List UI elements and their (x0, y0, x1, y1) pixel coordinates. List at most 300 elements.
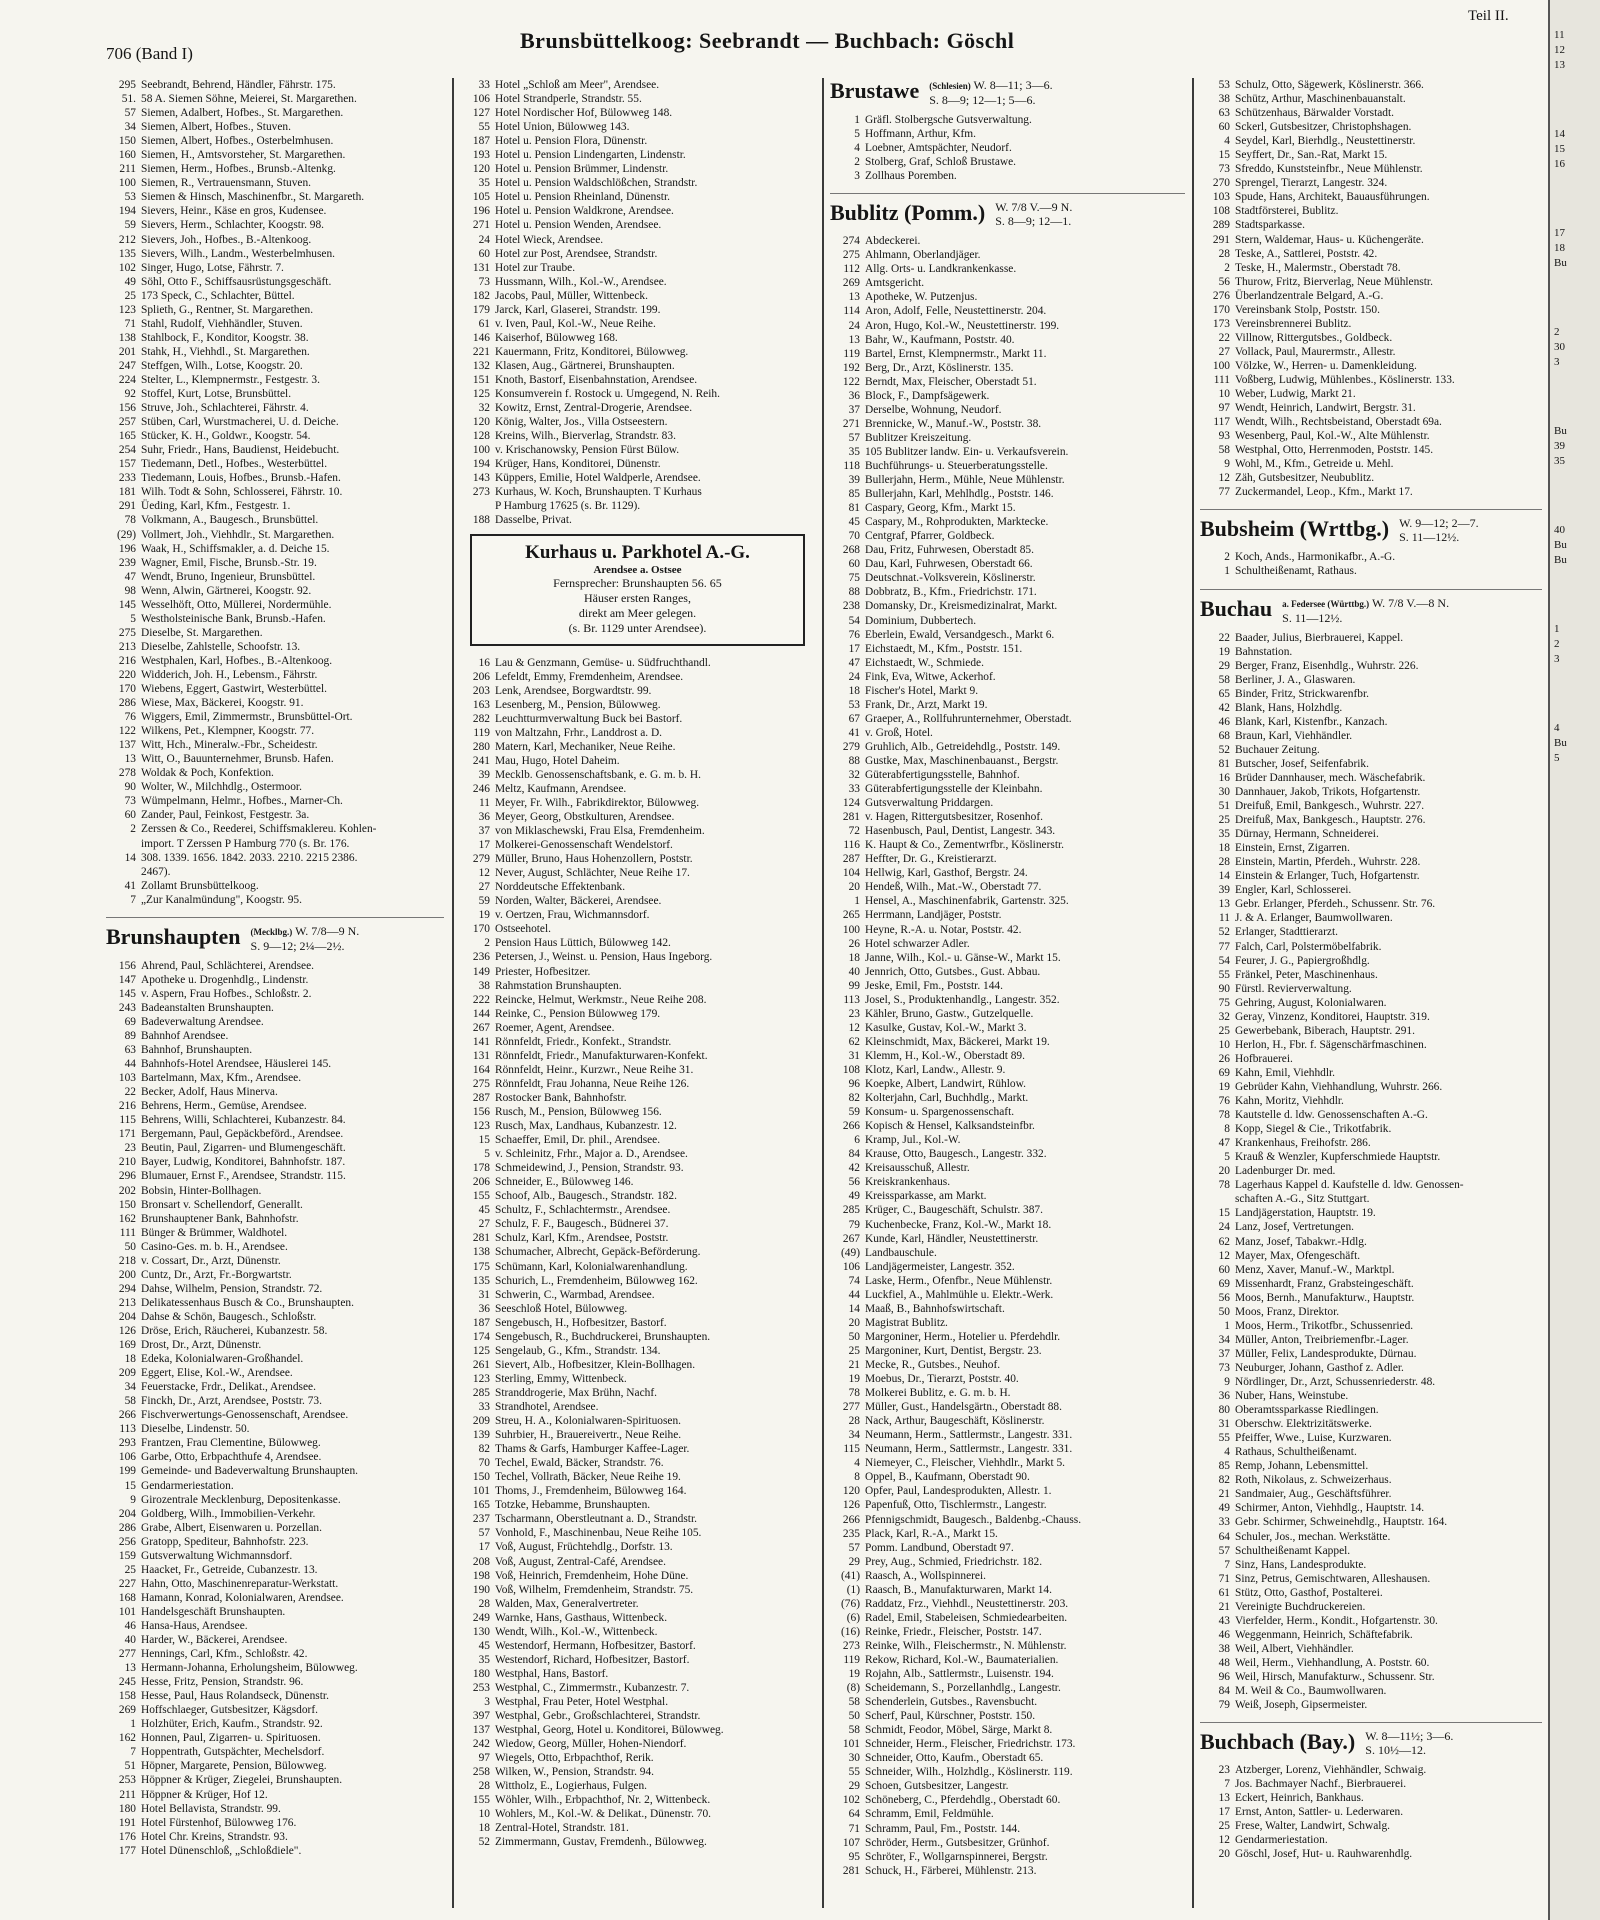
entry-text: Scheidemann, S., Porzellanhdlg., Langestr. (865, 1682, 1061, 1695)
directory-entry (460, 148, 815, 162)
directory-entry (106, 1043, 444, 1057)
directory-entry (106, 218, 444, 232)
directory-entry (460, 1119, 815, 1133)
entry-text: Hotel Bellavista, Strandstr. 99. (141, 1802, 281, 1815)
phone-number: 105 (472, 191, 490, 204)
phone-number: 93 (1218, 430, 1230, 443)
entry-text: Krüger, Hans, Konditorei, Dünenstr. (495, 458, 661, 471)
entry-text: Gräfl. Stolbergsche Gutsverwaltung. (865, 114, 1032, 126)
directory-entry (830, 1751, 1185, 1765)
entry-text: Witt, O., Bauunternehmer, Brunsb. Hafen. (141, 753, 334, 766)
phone-number: 73 (1218, 163, 1230, 176)
entry-text: Koch, Ands., Harmonikafbr., A.-G. (1235, 551, 1396, 564)
phone-number: 50 (848, 1330, 860, 1343)
entry-text: Rojahn, Alb., Sattlermstr., Luisenstr. 194. (865, 1668, 1054, 1681)
phone-number: 8 (1224, 1123, 1230, 1136)
entry-text: Badeverwaltung Arendsee. (141, 1015, 264, 1028)
directory-entry (460, 190, 815, 204)
directory-entry (106, 528, 444, 542)
directory-entry (106, 1577, 444, 1591)
phone-number: 204 (118, 1310, 136, 1323)
entry-text: Hotel Fürstenhof, Bülowweg 176. (141, 1816, 297, 1829)
directory-entry (830, 1372, 1185, 1386)
entry-text: Kreisausschuß, Allestr. (865, 1162, 970, 1175)
phone-number: 29 (848, 1780, 860, 1793)
entry-text: Aron, Hugo, Kol.-W., Neustettinerstr. 199. (865, 319, 1060, 332)
phone-number: 176 (118, 1830, 136, 1843)
directory-entry (1200, 813, 1542, 827)
directory-entry (830, 1119, 1185, 1133)
entry-text: Überlandzentrale Belgard, A.-G. (1235, 289, 1384, 302)
phone-number: 42 (1218, 701, 1230, 714)
phone-number: 85 (848, 488, 860, 501)
entry-text: Seyffert, Dr., San.-Rat, Markt 15. (1235, 149, 1388, 162)
directory-entry (106, 1689, 444, 1703)
directory-entry (1200, 1805, 1542, 1819)
phone-number: 10 (1218, 388, 1230, 401)
phone-number: 190 (472, 1583, 490, 1596)
entry-text: Krüger, C., Baugeschäft, Schulstr. 387. (865, 1204, 1043, 1217)
phone-number: 55 (1218, 968, 1230, 981)
directory-entry (106, 570, 444, 584)
phone-number: 63 (124, 1044, 136, 1057)
phone-number: 256 (118, 1535, 136, 1548)
entry-text: Volkmann, A., Baugesch., Brunsbüttel. (141, 514, 319, 527)
entry-text: Höppner & Krüger, Ziegelei, Brunshaupten. (141, 1774, 343, 1787)
entry-text: Stahl, Rudolf, Viehhändler, Stuven. (141, 317, 303, 330)
part-label: Teil II. (1468, 8, 1509, 24)
directory-entry (106, 261, 444, 275)
directory-entry (460, 275, 815, 289)
phone-number: 116 (843, 839, 860, 852)
directory-entry (106, 134, 444, 148)
directory-entry (106, 1001, 444, 1015)
phone-number: 73 (478, 275, 490, 288)
entry-text: Remp, Johann, Lebensmittel. (1235, 1460, 1369, 1473)
directory-entry (460, 1400, 815, 1414)
directory-entry (830, 1442, 1185, 1456)
edge-fragment: 35 (1554, 455, 1565, 467)
directory-entry (106, 738, 444, 752)
entry-text: Konsum- u. Spargenossenschaft. (865, 1106, 1015, 1119)
entry-text: Spude, Hans, Architekt, Bauausführungen. (1235, 191, 1430, 204)
entry-text: Gutsverwaltung Priddargen. (865, 797, 994, 810)
phone-number: 137 (118, 739, 136, 752)
phone-number: 24 (848, 670, 860, 683)
directory-entry (1200, 855, 1542, 869)
entry-text: Herlon, H., Fbr. f. Sägenschärfmaschinen. (1235, 1038, 1427, 1051)
directory-entry (460, 740, 815, 754)
entry-text: Moos, Franz, Direktor. (1235, 1305, 1340, 1318)
directory-entry (106, 303, 444, 317)
phone-number: 27 (478, 881, 490, 894)
entry-text: Gebrüder Kahn, Viehhandlung, Wuhrstr. 266. (1235, 1081, 1443, 1093)
directory-entry (106, 499, 444, 513)
phone-number: 275 (842, 249, 860, 262)
directory-entry (1200, 331, 1542, 345)
directory-entry (106, 1155, 444, 1169)
entry-text: Teske, A., Sattlerei, Poststr. 42. (1235, 247, 1378, 260)
phone-number: 15 (1218, 149, 1230, 162)
directory-entry (1200, 1375, 1542, 1389)
entry-text: Vereinsbank Stolp, Poststr. 150. (1235, 303, 1380, 316)
phone-number: 9 (1224, 458, 1230, 471)
directory-entry (106, 457, 444, 471)
entry-text: Weil, Herm., Viehhandlung, A. Poststr. 60. (1235, 1656, 1430, 1669)
phone-number: 71 (1218, 1572, 1230, 1585)
directory-entry (830, 169, 1185, 183)
entry-text: Mayer, Max, Ofengeschäft. (1235, 1249, 1361, 1262)
entry-text: Manz, Josef, Tabakwr.-Hdlg. (1235, 1235, 1367, 1248)
directory-entry (460, 1512, 815, 1526)
directory-entry (460, 1498, 815, 1512)
entry-text: Hotel zur Post, Arendsee, Strandstr. (495, 247, 658, 260)
directory-entry (830, 965, 1185, 979)
directory-entry (106, 1605, 444, 1619)
directory-entry (106, 865, 444, 879)
phone-number: 273 (842, 1639, 860, 1652)
entry-text: Rahmstation Brunshaupten. (495, 979, 622, 992)
entry-text: 58 A. Siemen Söhne, Meierei, St. Margarethen. (141, 93, 357, 106)
entry-text: Waak, H., Schiffsmakler, a. d. Deiche 15. (141, 542, 330, 555)
phone-number: 95 (848, 1850, 860, 1863)
directory-entry (460, 1021, 815, 1035)
phone-number: (1) (846, 1583, 860, 1596)
directory-entry (1200, 673, 1542, 687)
directory-entry (460, 1540, 815, 1554)
phone-number: 69 (1218, 1066, 1230, 1079)
phone-number: 76 (1218, 1095, 1230, 1108)
phone-number: 220 (118, 668, 136, 681)
phone-number: 135 (472, 1274, 490, 1287)
phone-number: (6) (846, 1611, 860, 1624)
directory-entry (460, 670, 815, 684)
section-heading-buchbach (1200, 1722, 1542, 1757)
directory-entry (460, 880, 815, 894)
entry-text: Luckfiel, A., Mahlmühle u. Elektr.-Werk. (865, 1288, 1054, 1301)
directory-entry (460, 824, 815, 838)
directory-entry (106, 1310, 444, 1324)
directory-entry (1200, 190, 1542, 204)
phone-number: 180 (472, 1667, 490, 1680)
entry-text: Mecklb. Genossenschaftsbank, e. G. m. b. H. (495, 768, 701, 781)
phone-number: 257 (118, 416, 136, 429)
entry-text: Siemen & Hinsch, Maschinenfbr., St. Margareth. (141, 191, 365, 204)
directory-entry (460, 1709, 815, 1723)
entry-text: Konsumverein f. Rostock u. Umgegend, N. Reih. (495, 388, 720, 401)
directory-entry (830, 1498, 1185, 1512)
office-hours: W. 8—11½; 3—6. S. 10½—12. (1365, 1729, 1454, 1758)
entry-text: Bullerjahn, Herm., Mühle, Neue Mühlenstr. (865, 474, 1065, 487)
phone-number: 4 (1224, 1446, 1230, 1459)
section-heading-bubsheim (1200, 509, 1542, 544)
phone-number: 88 (848, 754, 860, 767)
directory-entry (830, 543, 1185, 557)
directory-entry (106, 190, 444, 204)
phone-number: 57 (478, 1527, 490, 1540)
phone-number: 55 (478, 121, 490, 134)
entry-text: Schulz, F. F., Baugesch., Büdnerei 37. (495, 1218, 669, 1231)
phone-number: 19 (848, 1373, 860, 1386)
entry-text: Schützenhaus, Bärwalder Vorstadt. (1235, 107, 1395, 120)
entry-text: Berg, Dr., Arzt, Köslinerstr. 135. (865, 361, 1014, 374)
entry-text: Bahr, W., Kaufmann, Poststr. 40. (865, 333, 1015, 346)
directory-entry (1200, 303, 1542, 317)
phone-number: 75 (1218, 996, 1230, 1009)
entry-text: Neuburger, Johann, Gasthof z. Adler. (1235, 1361, 1404, 1374)
edge-fragment: 11 (1554, 29, 1565, 41)
entry-text: Hotel u. Pension Rheinland, Dünenstr. (495, 191, 670, 204)
phone-number: 126 (118, 1324, 136, 1337)
phone-number: 123 (472, 1372, 490, 1385)
entry-text: Hofbrauerei. (1235, 1052, 1293, 1065)
entry-text: Kahn, Emil, Viehhdlr. (1235, 1066, 1336, 1079)
directory-entry (830, 1035, 1185, 1049)
phone-number: 156 (472, 1106, 490, 1118)
entry-text: Fischverwertungs-Genossenschaft, Arendsee. (141, 1409, 349, 1422)
entry-text: Wohl, M., Kfm., Getreide u. Mehl. (1235, 458, 1394, 471)
phone-number: 113 (119, 1423, 136, 1436)
entry-text: Zander, Paul, Feinkost, Festgestr. 3a. (141, 809, 310, 822)
entry-text: Sinz, Petrus, Gemischtwaren, Alleshausen. (1235, 1572, 1431, 1585)
entry-text: Leuchtturmverwaltung Buck bei Bastorf. (495, 712, 683, 725)
phone-number: 216 (118, 1100, 136, 1113)
phone-number: 103 (1212, 191, 1230, 204)
entry-text: Hasenbusch, Paul, Dentist, Langestr. 343. (865, 825, 1056, 838)
phone-number: 48 (1218, 1656, 1230, 1669)
phone-number: 156 (118, 402, 136, 415)
directory-entry (1200, 1847, 1542, 1861)
phone-number: 80 (1218, 1404, 1230, 1417)
directory-entry (106, 987, 444, 1001)
phone-number: 26 (848, 937, 860, 950)
phone-number: 70 (848, 530, 860, 543)
phone-number: 120 (472, 163, 490, 176)
phone-number: 17 (1218, 1806, 1230, 1819)
directory-entry (106, 1745, 444, 1759)
entry-text: Honnen, Paul, Zigarren- u. Spirituosen. (141, 1732, 321, 1745)
phone-number: 47 (124, 570, 136, 583)
entry-text: Berliner, J. A., Glaswaren. (1235, 673, 1356, 686)
directory-entry (1200, 1235, 1542, 1249)
phone-number: 9 (130, 1493, 136, 1506)
directory-entry (830, 810, 1185, 824)
entry-text: 308. 1339. 1656. 1842. 2033. 2210. 2215 2386. (141, 851, 358, 864)
directory-entry (460, 317, 815, 331)
phone-number: 22 (124, 1086, 136, 1099)
directory-entry (1200, 415, 1542, 429)
phone-number: 150 (118, 135, 136, 148)
entry-text: Voßberg, Ludwig, Mühlenbes., Köslinerstr. 133. (1235, 373, 1455, 386)
phone-number: 2 (130, 823, 136, 836)
entry-text: Techel, Vollrath, Bäcker, Neue Reihe 19. (495, 1471, 681, 1484)
directory-entry (830, 501, 1185, 515)
edge-fragment: 2 (1554, 326, 1560, 338)
directory-entry (830, 698, 1185, 712)
directory-entry (106, 485, 444, 499)
entry-text: Bahnhof, Brunshaupten. (141, 1044, 253, 1057)
entry-text: Krause, Otto, Baugesch., Langestr. 332. (865, 1148, 1047, 1161)
entry-text: Jeske, Emil, Fm., Poststr. 144. (865, 979, 1003, 992)
directory-entry (460, 1245, 815, 1259)
entries-brunshaupten-2 (460, 78, 815, 528)
edge-fragment: 3 (1554, 653, 1560, 665)
phone-number: 7 (1224, 1558, 1230, 1571)
phone-number: 58 (124, 1395, 136, 1408)
directory-entry (830, 1386, 1185, 1400)
phone-number: 37 (478, 825, 490, 838)
entry-text: Moos, Bernh., Manufakturw., Hauptstr. (1235, 1291, 1415, 1304)
edge-fragment: 12 (1554, 44, 1565, 56)
directory-entry (1200, 317, 1542, 331)
column-4 (1200, 78, 1542, 1918)
entry-text: Amtsgericht. (865, 277, 925, 290)
phone-number: 280 (472, 740, 490, 753)
entry-text: Hotel u. Pension Flora, Dünenstr. (495, 135, 648, 148)
entry-text: Walden, Max, Generalvertreter. (495, 1597, 639, 1610)
directory-entry (830, 1807, 1185, 1821)
directory-entry (460, 1161, 815, 1175)
entry-text: Schneider, Otto, Kaufm., Oberstadt 65. (865, 1752, 1044, 1765)
phone-number: 56 (1218, 1291, 1230, 1304)
directory-entry (1200, 1530, 1542, 1544)
directory-entry (830, 1793, 1185, 1807)
phone-number: 41 (124, 879, 136, 892)
phone-number: 55 (848, 1766, 860, 1779)
entry-text: Dahse, Wilhelm, Pension, Strandstr. 72. (141, 1282, 323, 1295)
entry-text: Schuck, H., Färberei, Mühlenstr. 213. (865, 1864, 1037, 1877)
phone-number: 36 (848, 389, 860, 402)
phone-number: 40 (124, 1634, 136, 1647)
phone-number: 1 (1224, 565, 1230, 578)
edge-fragment: 4 (1554, 722, 1560, 734)
directory-entry (460, 1330, 815, 1344)
directory-entry (830, 740, 1185, 754)
entry-text: Fränkel, Peter, Maschinenhaus. (1235, 968, 1378, 981)
phone-number: 23 (1218, 1764, 1230, 1777)
entry-text: Bartelmann, Max, Kfm., Arendsee. (141, 1072, 302, 1085)
entry-text: Lesenberg, M., Pension, Bülowweg. (495, 698, 661, 711)
entry-text: Stelter, L., Klempnermstr., Festgestr. 3. (141, 373, 320, 386)
entry-text: Derselbe, Wohnung, Neudorf. (865, 403, 1002, 416)
entry-text: Stahk, H., Viehhdl., St. Margarethen. (141, 345, 310, 358)
running-title: Brunsbüttelkoog: Seebrandt — Buchbach: Göschl (520, 28, 1015, 53)
entry-text: Bronsart v. Schellendorf, Generallt. (141, 1198, 303, 1211)
phone-number: 98 (124, 584, 136, 597)
phone-number: 9 (1224, 1375, 1230, 1388)
entry-text: Struve, Joh., Schlachterei, Fährstr. 4. (141, 402, 309, 415)
directory-entry (106, 1830, 444, 1844)
column-rule (1192, 78, 1194, 1908)
phone-number: 151 (472, 373, 490, 386)
entry-text: Deutschnat.-Volksverein, Köslinerstr. (865, 572, 1036, 585)
phone-number: 73 (1218, 1361, 1230, 1374)
entries-brustawe (830, 113, 1185, 183)
directory-entry (830, 1639, 1185, 1653)
phone-number: 60 (1218, 1263, 1230, 1276)
directory-entry (106, 1731, 444, 1745)
entry-text: Eichstaedt, W., Schmiede. (865, 656, 984, 669)
entry-text: Westphal, Georg, Hotel u. Konditorei, Bülowweg. (495, 1724, 724, 1737)
directory-entry (460, 782, 815, 796)
entry-text: Rönnfeldt, Heinr., Kurzwr., Neue Reihe 31. (495, 1063, 694, 1076)
entry-text: Hesse, Paul, Haus Rolandseck, Dünenstr. (141, 1690, 329, 1703)
phone-number: 117 (1213, 416, 1230, 429)
phone-number: 275 (118, 626, 136, 639)
directory-entry (830, 127, 1185, 141)
phone-number: 14 (848, 1302, 860, 1315)
directory-entry (106, 682, 444, 696)
phone-number: 187 (472, 1316, 490, 1329)
directory-entry (460, 1316, 815, 1330)
phone-number: 159 (118, 1549, 136, 1562)
directory-entry (106, 1226, 444, 1240)
directory-entry (106, 1816, 444, 1830)
entry-text: Buchführungs- u. Steuerberatungsstelle. (865, 459, 1048, 472)
phone-number: 102 (118, 261, 136, 274)
phone-number: 158 (118, 1690, 136, 1703)
entry-text: Domansky, Dr., Kreismedizinalrat, Markt. (865, 600, 1058, 613)
place-name: Bublitz (Pomm.) (830, 200, 986, 226)
phone-number: 221 (472, 345, 490, 358)
phone-number: 70 (478, 1457, 490, 1470)
directory-entry (830, 599, 1185, 613)
entry-text: Rekow, Richard, Kol.-W., Baumaterialien. (865, 1653, 1059, 1666)
directory-entry (106, 1352, 444, 1366)
directory-entry (1200, 1038, 1542, 1052)
entry-text: Hotel Chr. Kreins, Strandstr. 93. (141, 1830, 288, 1843)
place-name: Brunshaupten (106, 923, 241, 949)
entry-text: Westphal, Gebr., Großschlachterei, Strandstr. (495, 1710, 701, 1723)
entry-text: Meyer, Georg, Obstkulturen, Arendsee. (495, 811, 675, 824)
phone-number: 131 (472, 261, 490, 274)
directory-entry (1200, 1431, 1542, 1445)
phone-number: 78 (1218, 1179, 1230, 1192)
entry-text: Frank, Dr., Arzt, Markt 19. (865, 698, 988, 711)
directory-entry (460, 92, 815, 106)
phone-number: 164 (472, 1063, 490, 1076)
directory-entry (460, 1189, 815, 1203)
phone-number: 35 (848, 445, 860, 458)
entry-text: Janne, Wilh., Kol.- u. Gänse-W., Markt 15. (865, 951, 1061, 964)
entry-text: Apotheke u. Drogenhdlg., Lindenstr. (141, 973, 309, 986)
phone-number: 37 (1218, 1347, 1230, 1360)
directory-entry (830, 796, 1185, 810)
entry-text: Roth, Nikolaus, z. Schweizerhaus. (1235, 1474, 1392, 1487)
directory-entry (1200, 457, 1542, 471)
phone-number: 77 (1218, 940, 1230, 953)
entry-text: Dasselbe, Privat. (495, 514, 572, 527)
phone-number: 78 (848, 1387, 860, 1400)
phone-number: 130 (472, 1625, 490, 1638)
directory-entry (1200, 1277, 1542, 1291)
phone-number: 97 (478, 1752, 490, 1765)
phone-number: 78 (124, 514, 136, 527)
directory-entry (460, 1302, 815, 1316)
phone-number: 20 (1218, 1165, 1230, 1178)
entry-text: Stolberg, Graf, Schloß Brustawe. (865, 156, 1017, 169)
directory-entry (1200, 1164, 1542, 1178)
phone-number: 30 (848, 1752, 860, 1765)
directory-entry (106, 331, 444, 345)
entry-text: Neumann, Herm., Sattlermstr., Langestr. 331. (865, 1443, 1073, 1456)
directory-entry (1200, 1572, 1542, 1586)
phone-number: 28 (478, 1780, 490, 1793)
directory-entry (830, 1653, 1185, 1667)
entry-text: Dieselbe, Lindenstr. 50. (141, 1423, 250, 1436)
phone-number: 177 (118, 1844, 136, 1857)
directory-entry (460, 1358, 815, 1372)
